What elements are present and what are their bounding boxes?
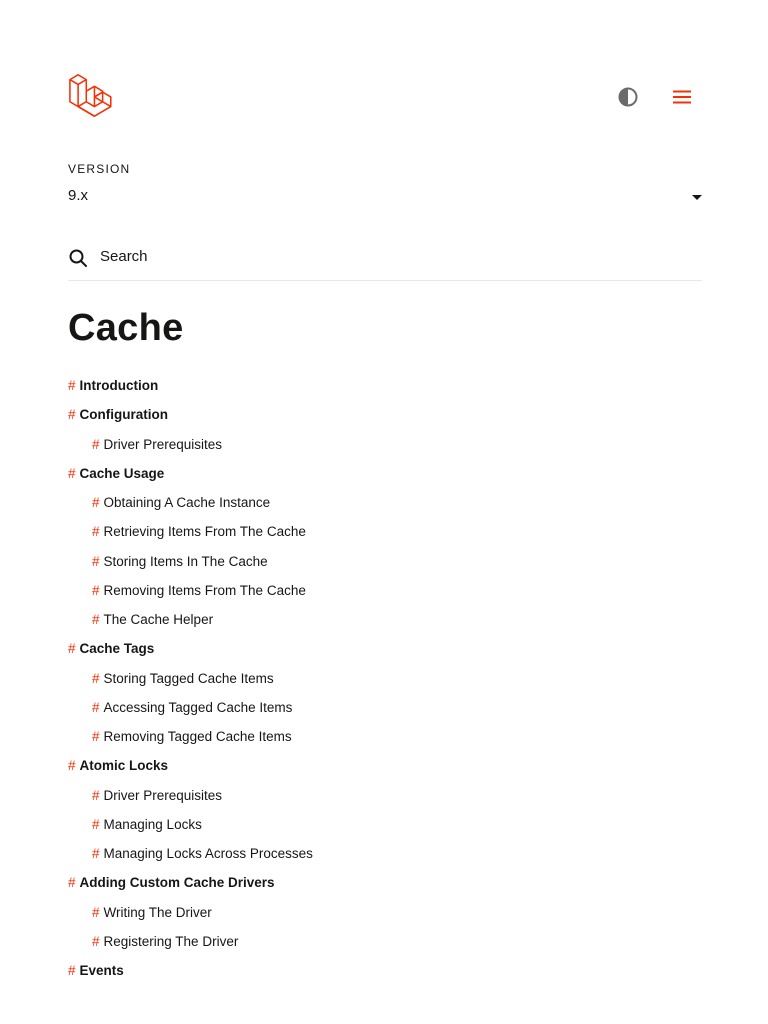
toc-hash: #	[68, 641, 76, 657]
toc-hash: #	[68, 407, 76, 423]
toc-item	[68, 405, 702, 434]
toc-hash: #	[92, 933, 100, 949]
toc-label: Removing Items From The Cache	[103, 582, 306, 598]
toc-link[interactable]	[68, 875, 275, 890]
toc-item	[68, 464, 702, 493]
toc-hash: #	[92, 699, 100, 715]
toc-hash: #	[92, 729, 100, 744]
toc-item	[68, 610, 702, 639]
toc-link[interactable]	[68, 407, 168, 422]
toc-link[interactable]	[92, 583, 306, 598]
toc-item	[68, 698, 702, 727]
toc-item	[68, 376, 702, 405]
toc-label: Adding Custom Cache Drivers	[79, 875, 275, 891]
toc-hash: #	[68, 875, 76, 891]
toc-label: Retrieving Items From The Cache	[103, 524, 306, 540]
toc-item	[68, 493, 702, 522]
toc-hash: #	[68, 963, 76, 978]
toc-link[interactable]	[92, 437, 222, 452]
toc-link[interactable]	[92, 846, 313, 861]
toc-hash: #	[68, 378, 76, 393]
version-dropdown[interactable]	[68, 186, 702, 210]
toc-link[interactable]	[68, 963, 124, 978]
contrast-icon[interactable]	[616, 85, 640, 109]
toc-link[interactable]	[68, 378, 158, 393]
toc-item	[68, 727, 702, 756]
toc-hash: #	[92, 436, 100, 452]
toc-hash: #	[92, 904, 100, 920]
toc-hash: #	[92, 495, 100, 510]
toc-label: Storing Tagged Cache Items	[103, 670, 274, 686]
toc-link[interactable]	[92, 788, 222, 803]
toc-label: Cache Usage	[79, 465, 165, 481]
toc-label: Managing Locks	[103, 816, 202, 832]
caret-down-icon	[692, 195, 702, 200]
toc-item	[68, 639, 702, 668]
toc-label: Writing The Driver	[103, 904, 212, 920]
toc-hash: #	[92, 524, 100, 540]
toc-hash: #	[92, 553, 100, 569]
site-header	[68, 70, 702, 122]
hamburger-menu-icon[interactable]	[670, 85, 694, 109]
search-label: Search	[100, 248, 148, 265]
toc-label: Driver Prerequisites	[103, 436, 223, 452]
version-selector	[68, 162, 702, 210]
toc-hash: #	[68, 758, 76, 774]
table-of-contents	[68, 376, 702, 990]
toc-item	[68, 552, 702, 581]
toc-label: Removing Tagged Cache Items	[103, 729, 292, 744]
toc-label: Registering The Driver	[103, 933, 239, 949]
toc-item	[68, 961, 702, 990]
toc-link[interactable]	[68, 758, 168, 773]
toc-link[interactable]	[92, 817, 202, 832]
toc-item	[68, 873, 702, 902]
toc-label: Introduction	[79, 378, 159, 393]
toc-item	[68, 669, 702, 698]
toc-link[interactable]	[92, 905, 212, 920]
toc-hash: #	[92, 582, 100, 598]
toc-item	[68, 435, 702, 464]
toc-label: Accessing Tagged Cache Items	[103, 699, 293, 715]
toc-hash: #	[92, 787, 100, 803]
toc-label: Storing Items In The Cache	[103, 553, 268, 569]
toc-label: Events	[79, 963, 124, 978]
toc-label: Atomic Locks	[79, 758, 169, 774]
page-title: Cache	[68, 307, 184, 349]
toc-link[interactable]	[92, 671, 274, 686]
toc-item	[68, 581, 702, 610]
toc-label: Driver Prerequisites	[103, 787, 223, 803]
toc-hash: #	[92, 816, 100, 832]
toc-hash: #	[92, 846, 100, 861]
toc-hash: #	[68, 465, 76, 481]
toc-link[interactable]	[68, 641, 154, 656]
toc-item	[68, 756, 702, 785]
search-icon	[68, 248, 88, 268]
toc-link[interactable]	[92, 729, 292, 744]
toc-item	[68, 815, 702, 844]
version-label: VERSION	[68, 162, 131, 176]
toc-item	[68, 522, 702, 551]
toc-hash: #	[92, 612, 100, 627]
toc-item	[68, 903, 702, 932]
toc-label: The Cache Helper	[103, 612, 214, 627]
search-bar[interactable]	[68, 240, 702, 281]
toc-label: Configuration	[79, 407, 168, 423]
toc-link[interactable]	[92, 700, 292, 715]
toc-link[interactable]	[92, 612, 213, 627]
toc-label: Managing Locks Across Processes	[103, 846, 313, 861]
toc-hash: #	[92, 670, 100, 686]
toc-item	[68, 786, 702, 815]
toc-label: Cache Tags	[79, 641, 155, 657]
toc-label: Obtaining A Cache Instance	[103, 495, 271, 510]
toc-link[interactable]	[68, 466, 164, 481]
toc-item	[68, 932, 702, 961]
toc-link[interactable]	[92, 524, 306, 539]
laravel-logo-icon	[68, 70, 118, 120]
toc-link[interactable]	[92, 554, 268, 569]
toc-link[interactable]	[92, 495, 270, 510]
version-value: 9.x	[68, 187, 89, 204]
toc-item	[68, 844, 702, 873]
toc-link[interactable]	[92, 934, 238, 949]
